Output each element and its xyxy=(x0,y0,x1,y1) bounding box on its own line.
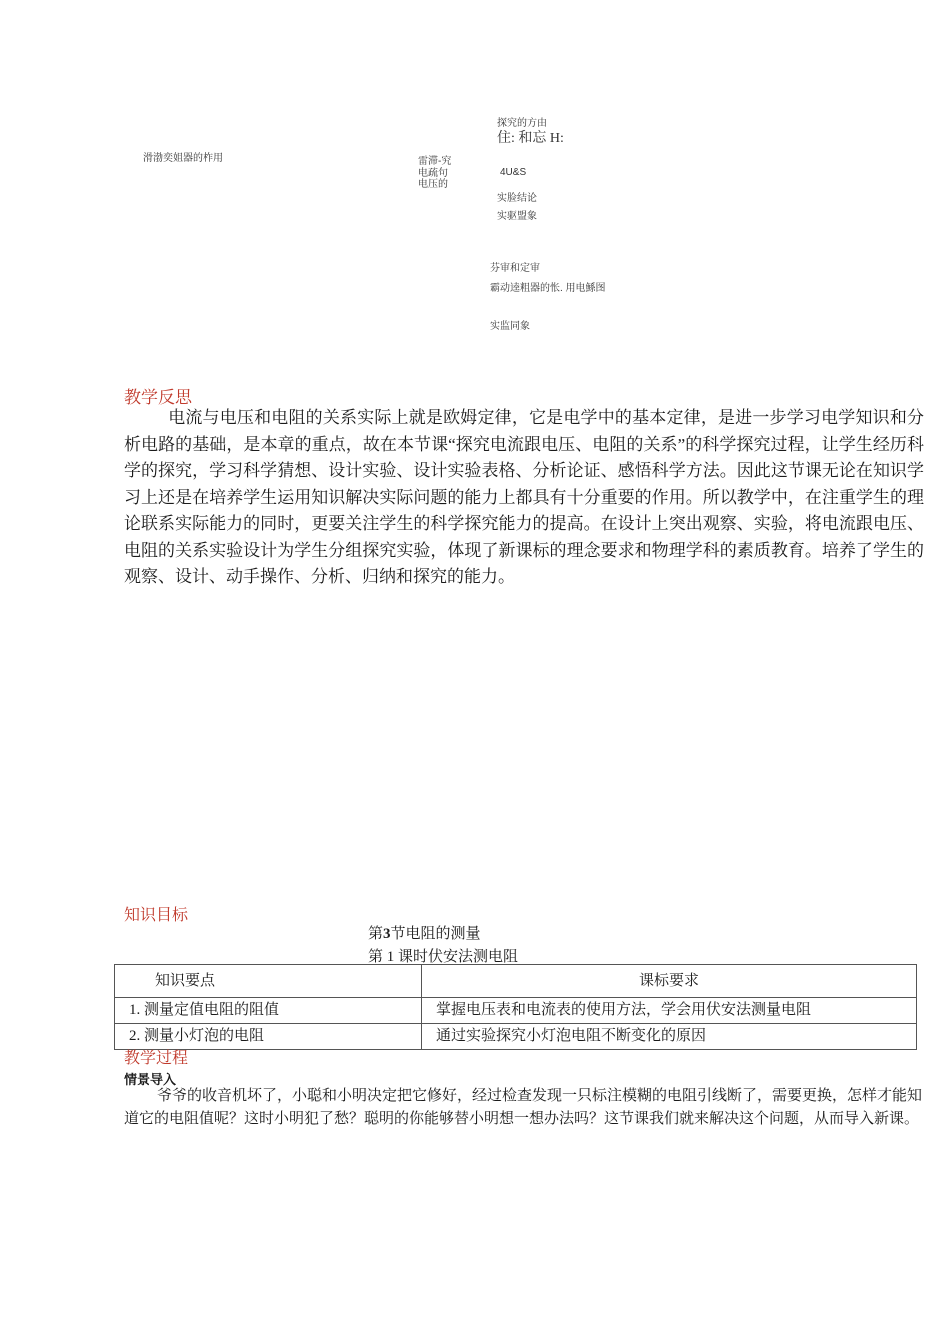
table-cell: 1. 测量定值电阻的阻值 xyxy=(115,998,422,1024)
knowledge-table xyxy=(114,964,917,1050)
table-header-row xyxy=(115,965,917,998)
section-title-number: 3 xyxy=(383,926,391,942)
diagram-right-title: 探究的方由 xyxy=(497,118,547,129)
process-body: 爷爷的收音机坏了，小聪和小明决定把它修好，经过检查发现一只标注模糊的电阻引线断了，需要更换，怎样才能知道它的电阻值呢？这时小明犯了愁？聪明的你能够替小明想一想办法吗？这节课我们就来解决这个问题，从而导入新课。 xyxy=(124,1088,923,1127)
table-row xyxy=(115,1024,917,1050)
reflection-heading: 教学反思 xyxy=(124,388,192,407)
diagram-right-line-4: 实脸结论 xyxy=(497,193,537,204)
table-cell: 通过实验探究小灯泡电阻不断变化的原因 xyxy=(422,1024,917,1050)
section-title-prefix: 第 xyxy=(368,926,384,942)
knowledge-heading: 知识目标 xyxy=(124,907,189,924)
diagram-mid-label-3: 电压的 xyxy=(418,179,448,190)
diagram-lower-line-2: 霸动逵粗器的怅. 用电鯀图 xyxy=(490,283,606,294)
table-header-standard: 课标要求 xyxy=(422,965,917,998)
diagram-left-label: 滑渤奕姐器的柞用 xyxy=(143,153,223,164)
diagram-mid-label-2: 电疏句 xyxy=(418,168,448,179)
table-header-knowledge-point: 知识要点 xyxy=(115,965,422,998)
table-row xyxy=(115,998,917,1024)
table-cell: 2. 测量小灯泡的电阻 xyxy=(115,1024,422,1050)
diagram-lower-title: 芬审和定审 xyxy=(490,263,540,274)
process-heading: 教学过程 xyxy=(124,1050,189,1067)
section-title-suffix: 节电阻的测量 xyxy=(390,926,481,942)
lesson-title: 第 1 课时伏安法测电阻 xyxy=(368,949,519,965)
reflection-body: 电流与电压和电阻的关系实际上就是欧姆定律，它是电学中的基本定律，是进一步学习电学知识和分析电路的基础，是本章的重点，故在本节课“探究电流跟电压、电阻的关系”的科学探究过程，让学生经历科学的探究，学习科学猜想、设计实验、设计实验表格、分析论证、感悟科学方法。因此这节课无论在知识学习上还是在培养学生运用知识解决实际问题的能力上都具有十分重要的作用。所以教学中，在注重学生的理论联系实际能力的同时，更要关注学生的科学探究能力的提高。在设计上突出观察、实验，将电流跟电压、电阻的关系实验设计为学生分组探究实验，体现了新课标的理念要求和物理学科的素质教育。培养了学生的观察、设计、动手操作、分析、归纳和探究的能力。 xyxy=(124,408,924,586)
diagram-lower-line-3: 实监同象 xyxy=(490,321,530,332)
diagram-right-line-2: 住: 和忘 H: xyxy=(497,131,564,146)
diagram-right-line-3: 4U&S xyxy=(500,167,527,178)
diagram-right-line-5: 实驱盟象 xyxy=(497,211,537,222)
section-title xyxy=(368,922,481,943)
table-cell: 掌握电压表和电流表的使用方法，学会用伏安法测量电阻 xyxy=(422,998,917,1024)
process-subheading: 情景导入 xyxy=(124,1072,177,1087)
diagram-mid-label-1: 雷滞-究 xyxy=(418,156,452,167)
